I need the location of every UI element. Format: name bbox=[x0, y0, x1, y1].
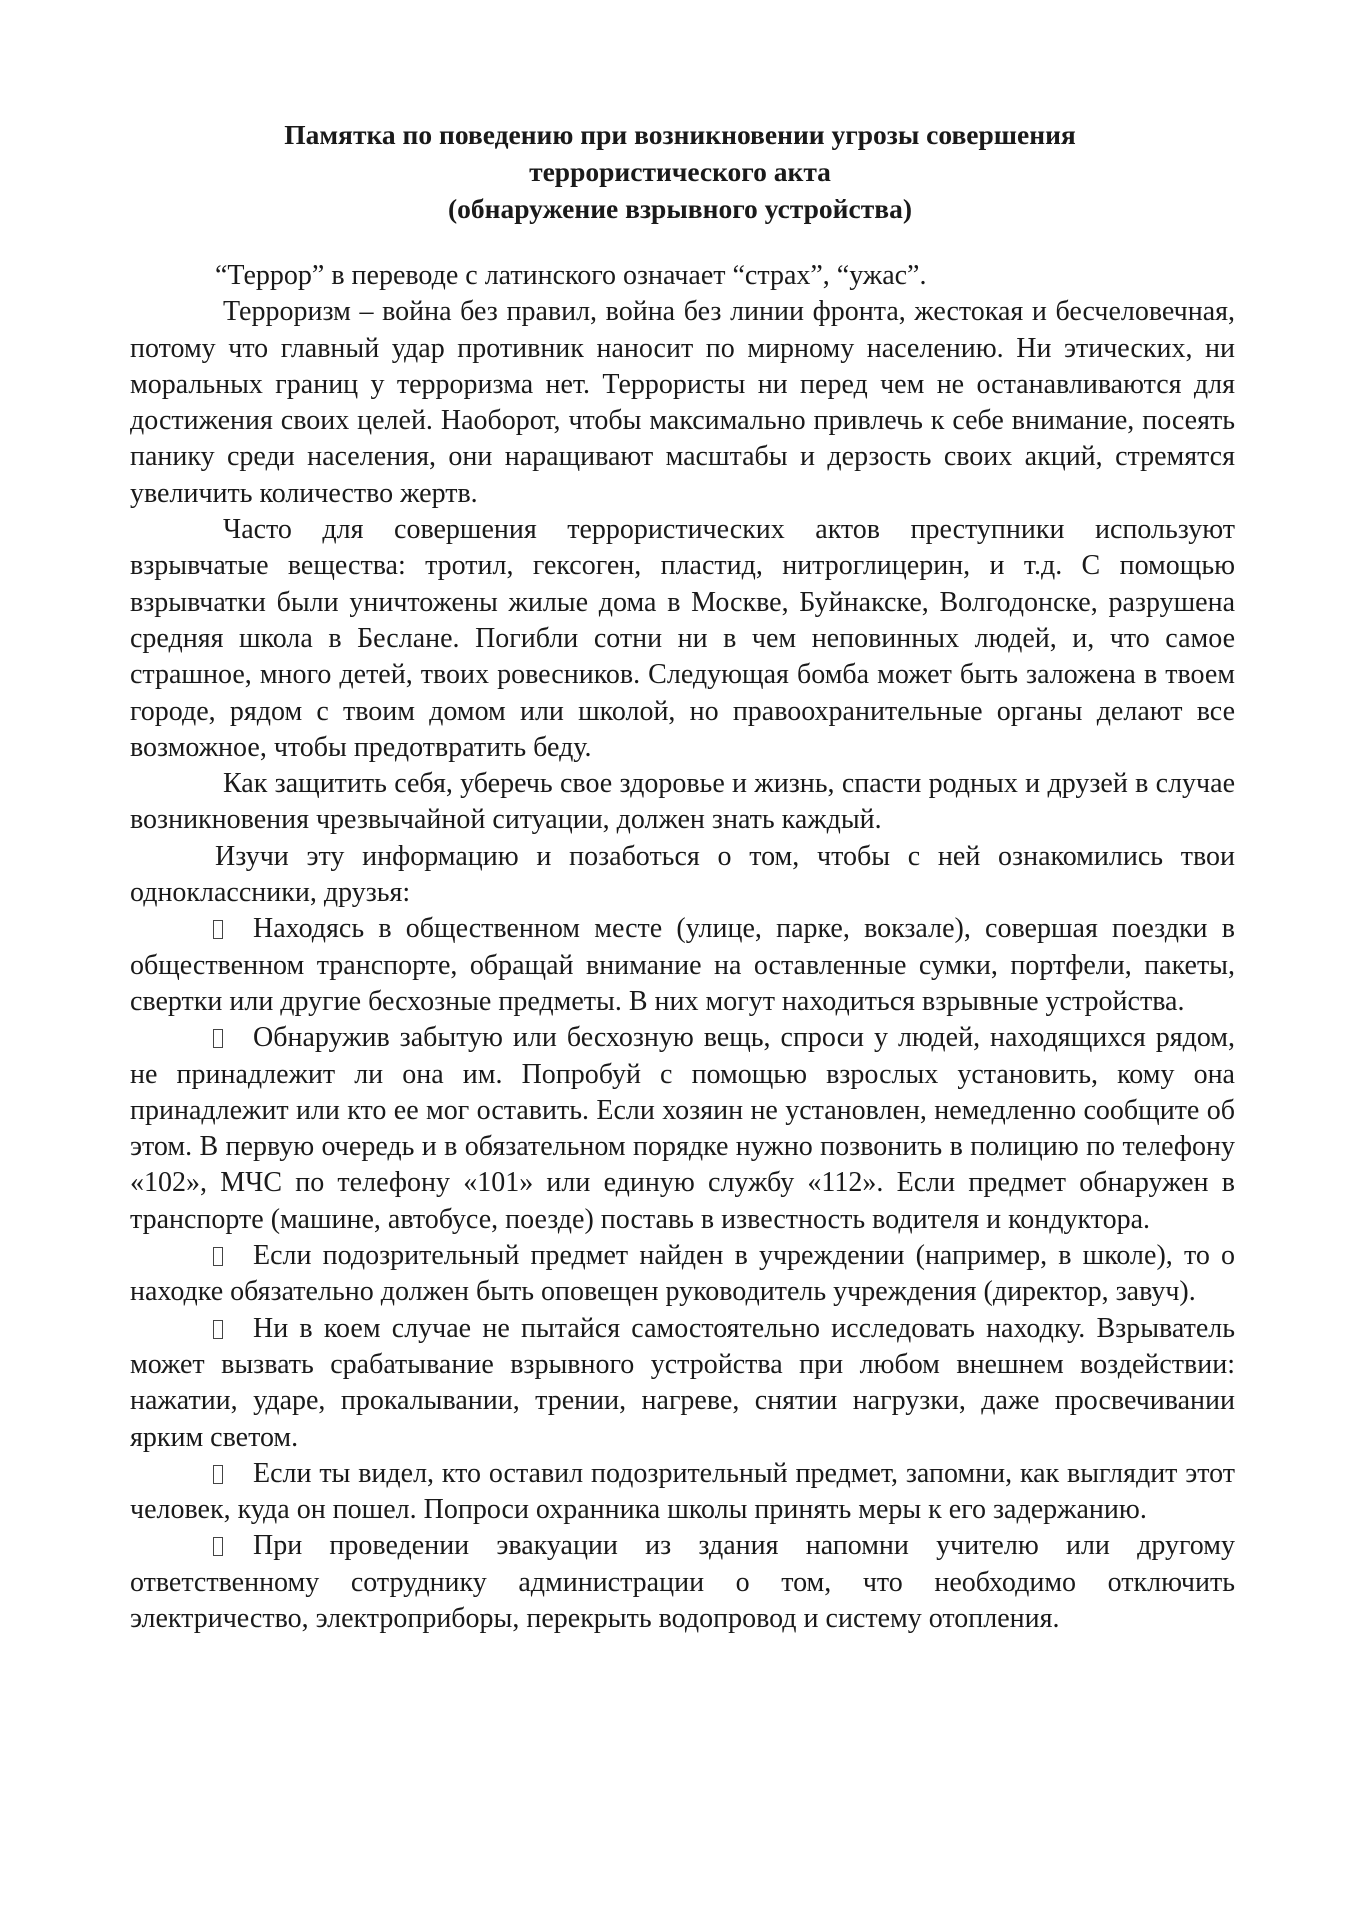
document-title bbox=[130, 116, 1230, 227]
bullet-marker-icon bbox=[213, 1247, 223, 1266]
paragraph-study: Изучи эту информацию и позаботься о том, чтобы с ней ознакомились твои одноклассники, друзья: bbox=[130, 840, 1235, 909]
list-item bbox=[130, 911, 1235, 1020]
bullet-marker-icon bbox=[213, 1029, 223, 1048]
bullet-marker-icon bbox=[213, 1537, 223, 1556]
list-item bbox=[130, 1456, 1235, 1529]
bullet-marker-icon bbox=[213, 1465, 223, 1484]
list-item-text: Обнаружив забытую или бесхозную вещь, спроси у людей, находящихся рядом, не принадлежит ли она им. Попробуй с помощью взрослых установить, кому она принадлежит или кто ее мог оставить. Если хозяин не установлен, немедленно сообщите об этом. В первую очередь и в обязательном порядке нужно позвонить в полицию по телефону «102», МЧС по телефону «101» или единую службу «112». Если предмет обнаружен в транспорте (машине, автобусе, поезде) поставь в известность водителя и кондуктора. bbox=[130, 1022, 1235, 1235]
paragraph-explosives: Часто для совершения террористических актов преступники используют взрывчатые вещества: тротил, гексоген, пластид, нитроглицерин, и т.д. С помощью взрывчатки были уничтожены жилые дома в Москве, Буйнакске, Волгодонске, разрушена средняя школа в Беслане. Погибли сотни ни в чем неповинных людей, и, что самое страшное, много детей, твоих ровесников. Следующая бомба может быть заложена в твоем городе, рядом с твоим домом или школой, но правоохранительные органы делают все возможное, чтобы предотвратить беду. bbox=[130, 514, 1235, 763]
title-line-2: террористического акта bbox=[529, 156, 831, 187]
paragraph-intro: “Террор” в переводе с латинского означает “страх”, “ужас”. bbox=[215, 260, 927, 291]
list-item-text: При проведении эвакуации из здания напомни учителю или другому ответственному сотруднику администрации о том, что необходимо отключить электричество, электроприборы, перекрыть водопровод и систему отопления. bbox=[130, 1530, 1235, 1634]
list-item-text: Если ты видел, кто оставил подозрительный предмет, запомни, как выглядит этот человек, куда он пошел. Попроси охранника школы принять меры к его задержанию. bbox=[130, 1457, 1235, 1526]
document-body bbox=[130, 258, 1235, 1637]
paragraph-terrorism: Терроризм – война без правил, война без линии фронта, жестокая и бесчеловечная, потому что главный удар противник наносит по мирному населению. Ни этических, ни моральных границ у терроризма нет. Террористы ни перед чем не останавливаются для достижения своих целей. Наоборот, чтобы максимально привлечь к себе внимание, посеять панику среди населения, они наращивают масштабы и дерзость своих акций, стремятся увеличить количество жертв. bbox=[130, 296, 1235, 509]
bullet-marker-icon bbox=[213, 1320, 223, 1339]
list-item bbox=[130, 1238, 1235, 1311]
list-item bbox=[130, 1020, 1235, 1238]
list-item-text: Находясь в общественном месте (улице, парке, вокзале), совершая поездки в общественном транспорте, обращай внимание на оставленные сумки, портфели, пакеты, свертки или другие бесхозные предметы. В них могут находиться взрывные устройства. bbox=[130, 913, 1235, 1017]
title-line-3: (обнаружение взрывного устройства) bbox=[448, 193, 912, 224]
paragraph-protection: Как защитить себя, уберечь свое здоровье и жизнь, спасти родных и друзей в случае возникновения чрезвычайной ситуации, должен знать каждый. bbox=[130, 768, 1235, 836]
list-item bbox=[130, 1311, 1235, 1456]
list-item-text: Если подозрительный предмет найден в учреждении (например, в школе), то о находке обязательно должен быть оповещен руководитель учреждения (директор, завуч). bbox=[130, 1240, 1235, 1308]
list-item bbox=[130, 1528, 1235, 1637]
title-line-1: Памятка по поведению при возникновении угрозы совершения bbox=[284, 119, 1076, 150]
list-item-text: Ни в коем случае не пытайся самостоятельно исследовать находку. Взрыватель может вызвать срабатывание взрывного устройства при любом внешнем воздействии: нажатии, ударе, прокалывании, трении, нагреве, снятии нагрузки, даже просвечивании ярким светом. bbox=[130, 1312, 1235, 1453]
bullet-marker-icon bbox=[213, 920, 223, 939]
